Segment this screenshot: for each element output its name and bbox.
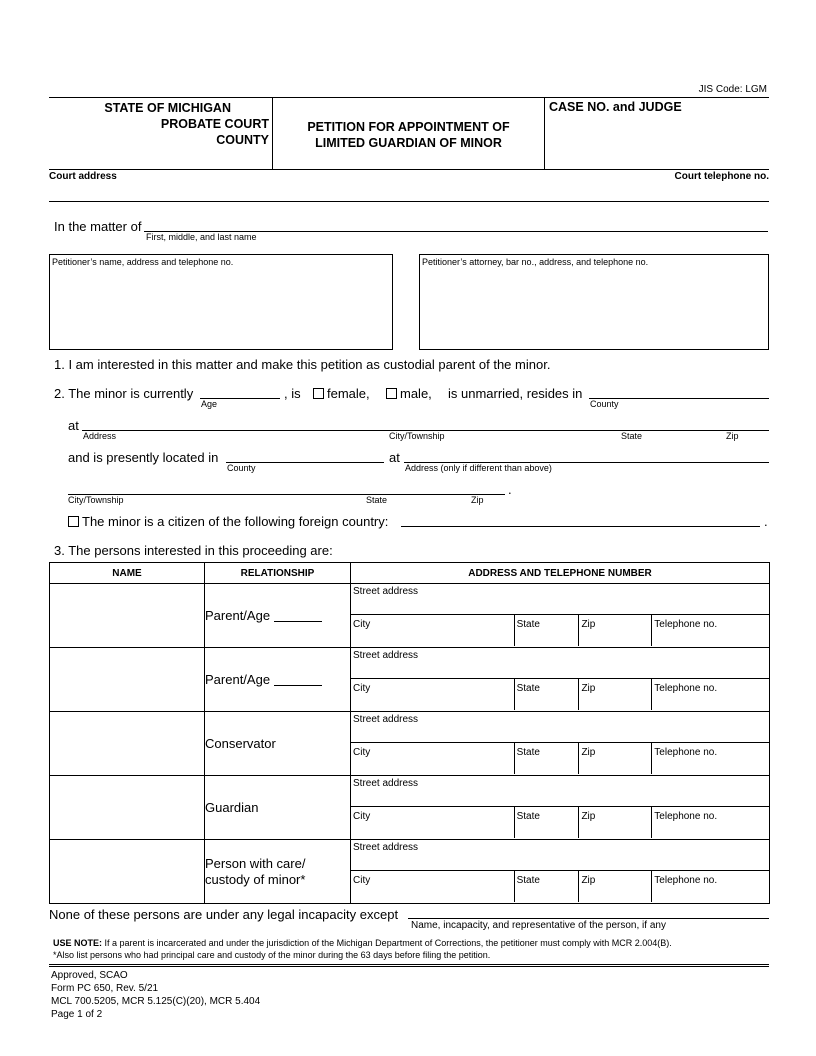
street-address-field[interactable]: Street address	[351, 776, 769, 807]
person-relationship-cell	[205, 584, 351, 648]
incapacity-caption: Name, incapacity, and representative of the person, if any	[411, 920, 666, 931]
use-note-label: USE NOTE:	[53, 938, 103, 948]
city-field[interactable]: City	[351, 743, 515, 774]
form-title-line2: LIMITED GUARDIAN OF MINOR	[315, 136, 502, 150]
header-divider-2	[544, 97, 545, 169]
at2-label: at	[389, 450, 400, 465]
city-field[interactable]: City	[351, 615, 515, 646]
use-note-text: If a parent is incarcerated and under the jurisdiction of the Michigan Department of Corrections, the petitioner must comply with MCR 2.004(B).	[104, 938, 672, 948]
use-note	[53, 937, 769, 949]
citizen-text: The minor is a citizen of the following foreign country:	[82, 514, 389, 529]
persons-table	[49, 562, 770, 904]
zip-field[interactable]: Zip	[579, 743, 652, 774]
county-caption: County	[590, 399, 619, 409]
male-checkbox[interactable]	[386, 388, 397, 399]
also-note: *Also list persons who had principal care and custody of the minor during the 63 days before filing the petition.	[53, 950, 491, 960]
male-option[interactable]	[386, 386, 432, 401]
persons-table-row	[50, 840, 770, 904]
person-name-cell[interactable]	[50, 712, 205, 776]
male-label: male,	[400, 386, 432, 401]
persons-table-row	[50, 776, 770, 840]
person-address-cell	[351, 584, 770, 648]
citizen-option[interactable]	[68, 514, 388, 529]
unmarried-text: is unmarried, resides in	[448, 386, 583, 401]
street-address-field[interactable]: Street address	[351, 840, 769, 871]
city-caption: City/Township	[389, 431, 445, 441]
zip-field[interactable]: Zip	[579, 807, 652, 838]
age-caption: Age	[201, 399, 218, 409]
street-address-field[interactable]: Street address	[351, 584, 769, 615]
parent-age-field[interactable]	[274, 673, 322, 686]
located-period: .	[508, 482, 512, 497]
is-label: , is	[284, 386, 301, 401]
zip2-caption: Zip	[471, 495, 484, 505]
attorney-box[interactable]	[419, 254, 769, 350]
telephone-field[interactable]: Telephone no.	[654, 683, 718, 694]
state2-caption: State	[366, 495, 388, 505]
item2-lead: 2. The minor is currently	[54, 386, 194, 401]
person-address-cell	[351, 840, 770, 904]
incapacity-text: None of these persons are under any legal incapacity except	[49, 907, 399, 922]
petitioner-box[interactable]	[49, 254, 393, 350]
telephone-field[interactable]: Telephone no.	[654, 747, 718, 758]
footer-references: MCL 700.5205, MCR 5.125(C)(20), MCR 5.404	[51, 996, 261, 1007]
relationship-label: Parent/Age	[205, 608, 271, 623]
person-relationship-cell	[205, 712, 351, 776]
court-phone-label: Court telephone no.	[674, 171, 769, 182]
footer-rule	[49, 964, 769, 967]
relationship-label: Guardian	[205, 800, 259, 815]
foreign-country-field[interactable]	[401, 526, 760, 527]
incapacity-field[interactable]	[408, 918, 769, 919]
street-address-field[interactable]: Street address	[351, 712, 769, 743]
relationship-label: Conservator	[205, 736, 276, 751]
relationship-label: Person with care/ custody of minor*	[205, 855, 306, 887]
person-address-cell	[351, 712, 770, 776]
person-relationship-cell	[205, 840, 351, 904]
footer-page: Page 1 of 2	[51, 1009, 103, 1020]
person-name-cell[interactable]	[50, 776, 205, 840]
court-identity	[49, 100, 269, 148]
person-name-cell[interactable]	[50, 584, 205, 648]
person-address-cell	[351, 648, 770, 712]
address-caption: Address	[83, 431, 117, 441]
header-bottom-rule	[49, 169, 769, 170]
state-field[interactable]: State	[515, 679, 580, 710]
form-title-line1: PETITION FOR APPOINTMENT OF	[307, 120, 510, 134]
citizen-period: .	[764, 514, 768, 529]
telephone-field[interactable]: Telephone no.	[654, 619, 718, 630]
form-title	[273, 119, 544, 151]
attorney-box-label: Petitioner’s attorney, bar no., address, and telephone no.	[422, 257, 649, 267]
person-relationship-cell	[205, 776, 351, 840]
city-field[interactable]: City	[351, 871, 515, 902]
persons-table-row	[50, 712, 770, 776]
footer-block	[51, 969, 260, 1021]
matter-label: In the matter of	[54, 219, 142, 234]
item3-text: 3. The persons interested in this proceeding are:	[54, 543, 333, 558]
court-state: STATE OF MICHIGAN	[104, 101, 231, 115]
court-address-label: Court address	[49, 171, 117, 182]
persons-table-row	[50, 584, 770, 648]
located-city-field[interactable]	[68, 494, 505, 495]
col-name: NAME	[50, 563, 205, 584]
state-field[interactable]: State	[515, 743, 580, 774]
person-address-cell	[351, 776, 770, 840]
city-field[interactable]: City	[351, 807, 515, 838]
col-address: ADDRESS AND TELEPHONE NUMBER	[351, 563, 770, 584]
case-no-label: CASE NO. and JUDGE	[549, 100, 682, 114]
parent-age-field[interactable]	[274, 609, 322, 622]
zip-field[interactable]: Zip	[579, 679, 652, 710]
petitioner-box-label: Petitioner’s name, address and telephone no.	[52, 257, 234, 267]
persons-table-header	[50, 563, 770, 584]
female-option[interactable]	[313, 386, 370, 401]
matter-name-caption: First, middle, and last name	[146, 232, 257, 242]
jis-code: JIS Code: LGM	[698, 84, 767, 95]
relationship-label: Parent/Age	[205, 672, 271, 687]
female-label: female,	[327, 386, 370, 401]
court-name: PROBATE COURT	[160, 117, 269, 131]
female-checkbox[interactable]	[313, 388, 324, 399]
state-field[interactable]: State	[515, 615, 580, 646]
state-field[interactable]: State	[515, 807, 580, 838]
telephone-field[interactable]: Telephone no.	[654, 811, 718, 822]
zip-caption: Zip	[726, 431, 739, 441]
footer-form-no: Form PC 650, Rev. 5/21	[51, 983, 159, 994]
city-field[interactable]: City	[351, 679, 515, 710]
at-label: at	[68, 418, 79, 433]
persons-table-row	[50, 648, 770, 712]
court-county: COUNTY	[216, 133, 269, 147]
person-relationship-cell	[205, 648, 351, 712]
court-address-rule[interactable]	[49, 201, 769, 202]
address2-caption: Address (only if different than above)	[405, 463, 552, 473]
footer-approved: Approved, SCAO	[51, 970, 128, 981]
person-name-cell[interactable]	[50, 648, 205, 712]
located-label: and is presently located in	[68, 450, 219, 465]
citizen-checkbox[interactable]	[68, 516, 79, 527]
col-relationship: RELATIONSHIP	[205, 563, 351, 584]
street-address-field[interactable]: Street address	[351, 648, 769, 679]
zip-field[interactable]: Zip	[579, 615, 652, 646]
person-name-cell[interactable]	[50, 840, 205, 904]
header-top-rule	[49, 97, 769, 98]
telephone-field[interactable]: Telephone no.	[654, 875, 718, 886]
item1-text: 1. I am interested in this matter and make this petition as custodial parent of the minor.	[54, 357, 551, 372]
state-field[interactable]: State	[515, 871, 580, 902]
located-county-caption: County	[227, 463, 256, 473]
state-caption: State	[621, 431, 643, 441]
city2-caption: City/Township	[68, 495, 124, 505]
zip-field[interactable]: Zip	[579, 871, 652, 902]
